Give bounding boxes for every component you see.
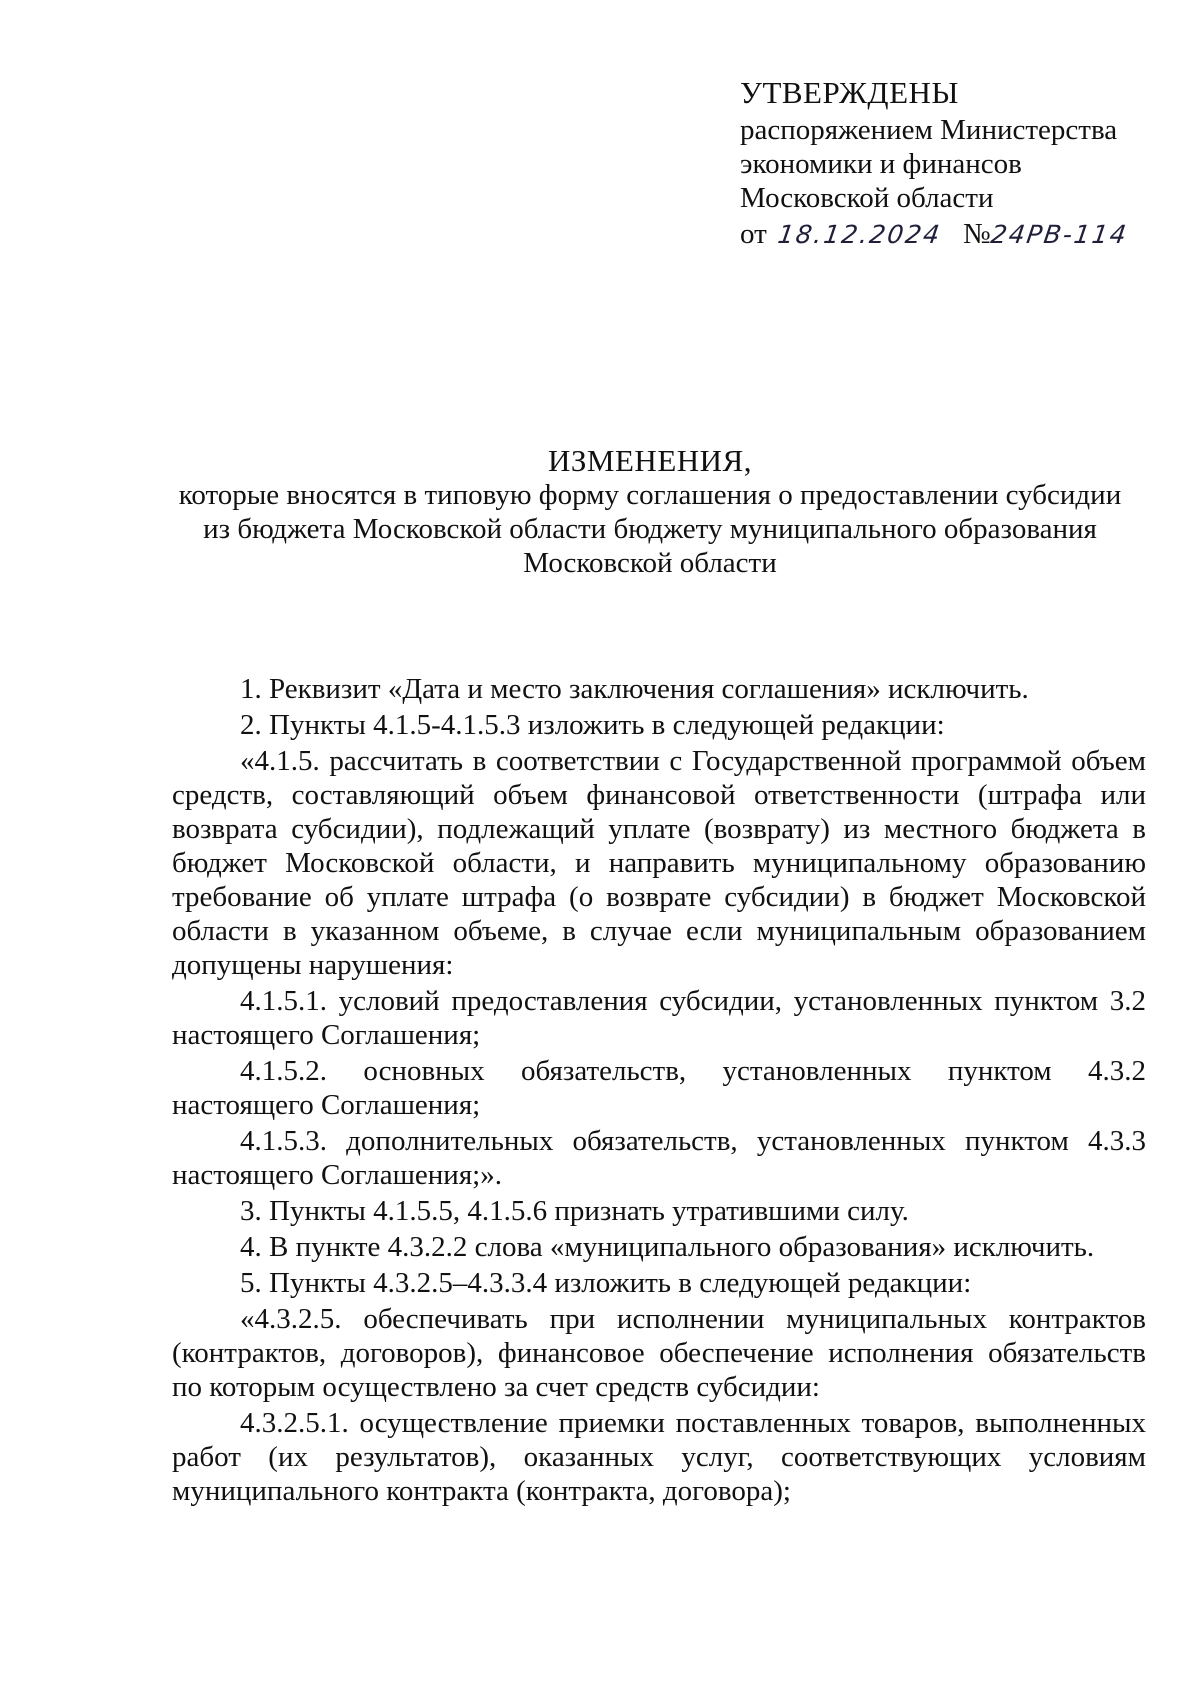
paragraph: 4.1.5.1. условий предоставления субсидии, установленных пунктом 3.2 настоящего Соглашения; (172, 985, 1146, 1051)
document-body (172, 672, 1146, 1510)
paragraph: 4. В пункте 4.3.2.2 слова «муниципального образования» исключить. (240, 1231, 1095, 1263)
approval-date-line (740, 217, 1160, 252)
paragraph: 2. Пункты 4.1.5-4.1.5.3 изложить в следующей редакции: (240, 709, 945, 741)
heading-line-3: Московской области (523, 547, 777, 579)
approval-title: УТВЕРЖДЕНЫ (740, 75, 959, 110)
approval-line-3: Московской области (740, 182, 994, 214)
number-sign: № (962, 218, 991, 250)
approval-stamp-block (740, 76, 1160, 252)
paragraph: 4.1.5.3. дополнительных обязательств, установленных пунктом 4.3.3 настоящего Соглашения;». (172, 1125, 1146, 1191)
handwritten-date: 18.12.2024 (776, 220, 944, 249)
approval-line-1: распоряжением Министерства (740, 114, 1118, 146)
paragraph: 5. Пункты 4.3.2.5–4.3.3.4 изложить в следующей редакции: (240, 1267, 972, 1299)
heading-title: ИЗМЕНЕНИЯ, (548, 443, 752, 478)
approval-line-2: экономики и финансов (740, 148, 1022, 180)
paragraph: 3. Пункты 4.1.5.5, 4.1.5.6 признать утратившими силу. (240, 1195, 909, 1227)
document-heading (170, 444, 1130, 580)
paragraph: 1. Реквизит «Дата и место заключения соглашения» исключить. (240, 673, 1029, 705)
handwritten-number: 24РВ-114 (988, 220, 1130, 249)
paragraph: «4.1.5. рассчитать в соответствии с Государственной программой объем средств, составляющий объем финансовой ответственности (штрафа или возврата субсидии), подлежащий уплате (возврату) из местного бюджета в бюджет Московской области, и направить муниципальному образованию требование об уплате штрафа (о возврате субсидии) в бюджет Московской области в указанном объеме, в случае если муниципальным образованием допущены нарушения: (172, 745, 1146, 981)
heading-line-2: из бюджета Московской области бюджету муниципального образования (203, 513, 1097, 545)
paragraph: 4.1.5.2. основных обязательств, установленных пунктом 4.3.2 настоящего Соглашения; (172, 1055, 1146, 1121)
paragraph: «4.3.2.5. обеспечивать при исполнении муниципальных контрактов (контрактов, договоров), финансовое обеспечение исполнения обязательств по которым осуществлено за счет средств субсидии: (172, 1303, 1146, 1403)
date-prefix: от (740, 218, 767, 250)
heading-line-1: которые вносятся в типовую форму соглашения о предоставлении субсидии (178, 479, 1122, 511)
paragraph: 4.3.2.5.1. осуществление приемки поставленных товаров, выполненных работ (их результатов), оказанных услуг, соответствующих условиям муниципального контракта (контракта, договора); (172, 1407, 1146, 1507)
